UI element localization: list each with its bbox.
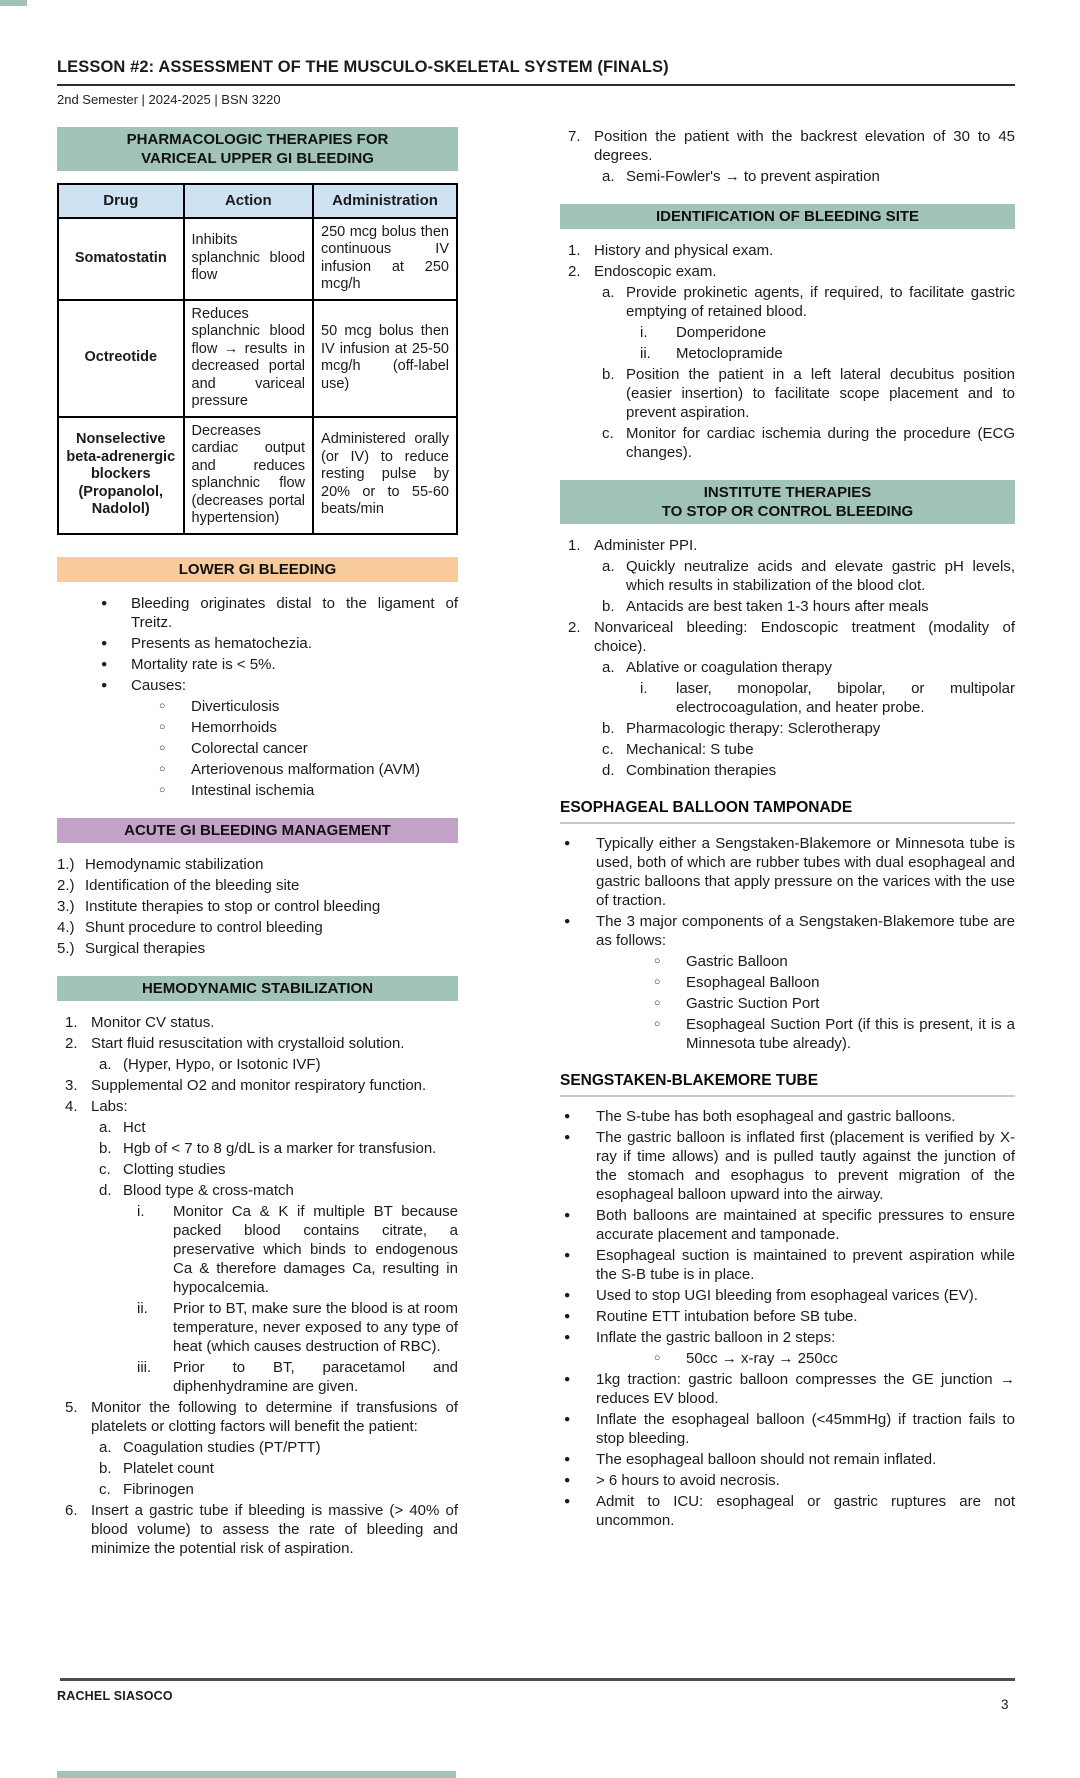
bullet-marker: ●: [564, 1289, 571, 1301]
list-marker: a.: [602, 659, 615, 676]
lower-gi-bleeding-header: [57, 557, 458, 582]
table-cell: Reduces splanchnic blood flow → results in decreased portal and variceal pressure: [184, 300, 314, 417]
list-item: [560, 719, 1015, 738]
bullet-marker: ●: [564, 1249, 571, 1261]
institute-therapies-list: [560, 536, 1015, 780]
table-header-cell: Drug: [58, 184, 184, 218]
bullet-marker: ●: [564, 1310, 571, 1322]
table-cell: Octreotide: [58, 300, 184, 417]
list-item-text: Monitor for cardiac ischemia during the procedure (ECG changes).: [626, 425, 1015, 461]
list-item-text: Esophageal Suction Port (if this is present, it is a Minnesota tube already).: [686, 1016, 1015, 1052]
list-item: [560, 1015, 1015, 1053]
list-item: [560, 1246, 1015, 1284]
list-item: [57, 718, 458, 737]
section-header-line: TO STOP OR CONTROL BLEEDING: [661, 503, 914, 520]
list-item: [560, 1128, 1015, 1204]
esophageal-balloon-tamponade-header: ESOPHAGEAL BALLOON TAMPONADE: [560, 798, 1015, 824]
bullet-marker: ●: [564, 1110, 571, 1122]
list-item: [560, 262, 1015, 281]
list-marker: 7.: [568, 128, 581, 145]
list-item-text: Intestinal ischemia: [191, 781, 315, 799]
table-header-cell: Administration: [313, 184, 457, 218]
list-marker: iii.: [137, 1358, 152, 1376]
list-item-text: Quickly neutralize acids and elevate gastric pH levels, which results in stabilization of the blood clot.: [626, 558, 1015, 594]
list-item: [560, 1286, 1015, 1305]
list-item-text: Combination therapies: [626, 762, 777, 779]
list-item-text: Presents as hematochezia.: [131, 634, 312, 652]
hemodynamic-stabilization-list: [57, 1013, 458, 1558]
table-cell: Nonselective beta-adrenergic blockers (Propanolol, Nadolol): [58, 417, 184, 534]
list-item-text: Insert a gastric tube if bleeding is massive (> 40% of blood volume) to assess the rate of bleeding and minimize the potential risk of aspiration.: [91, 1501, 458, 1557]
section-header-line: IDENTIFICATION OF BLEEDING SITE: [655, 208, 920, 225]
institute-therapies-header: [560, 480, 1015, 524]
list-item: [57, 676, 458, 695]
list-marker: d.: [602, 762, 615, 779]
list-item-text: Both balloons are maintained at specific pressures to ensure accurate placement and tamponade.: [596, 1207, 1015, 1243]
list-item-text: Provide prokinetic agents, if required, to facilitate gastric emptying of retained blood.: [626, 284, 1015, 320]
hemodynamic-stabilization-header: [57, 976, 458, 1001]
list-item-text: Gastric Balloon: [686, 953, 788, 970]
list-item: [560, 536, 1015, 555]
table-row: [58, 417, 457, 534]
list-item-text: Antacids are best taken 1-3 hours after meals: [626, 598, 929, 615]
page-number: 3: [1001, 1697, 1009, 1712]
list-item-text: Platelet count: [123, 1459, 214, 1477]
list-item: [560, 597, 1015, 616]
bullet-marker: ●: [564, 1413, 571, 1425]
list-item-text: Esophageal suction is maintained to prevent aspiration while the S-B tube is in place.: [596, 1247, 1015, 1283]
list-item: [560, 344, 1015, 363]
section-header-line: PHARMACOLOGIC THERAPIES FOR: [126, 131, 389, 148]
circle-marker: ○: [654, 1018, 661, 1030]
list-item-text: Supplemental O2 and monitor respiratory function.: [91, 1076, 427, 1094]
list-item: [57, 1358, 458, 1396]
document-header: [57, 58, 1015, 107]
list-item: [560, 1206, 1015, 1244]
circle-marker: ○: [159, 783, 166, 796]
list-item: [560, 1471, 1015, 1490]
circle-marker: ○: [159, 720, 166, 733]
bullet-marker: ●: [564, 1453, 571, 1465]
list-item: [560, 658, 1015, 677]
list-item: [57, 939, 458, 958]
bullet-marker: ●: [564, 1474, 571, 1486]
list-marker: i.: [640, 324, 648, 341]
table-body: [58, 218, 457, 534]
list-item-text: Administer PPI.: [594, 537, 698, 554]
list-marker: 6.: [65, 1501, 78, 1519]
list-item-text: Pharmacologic therapy: Sclerotherapy: [626, 720, 881, 737]
list-item: [560, 1450, 1015, 1469]
list-item: [57, 760, 458, 779]
list-item-text: Inflate the gastric balloon in 2 steps:: [596, 1329, 836, 1346]
list-marker: b.: [602, 366, 615, 383]
list-item-text: Esophageal Balloon: [686, 974, 820, 991]
bullet-marker: ●: [564, 915, 571, 927]
list-item: [57, 897, 458, 916]
list-item-text: Fibrinogen: [123, 1480, 194, 1498]
list-item: [560, 167, 1015, 186]
list-item: [57, 781, 458, 800]
identification-of-bleeding-site-header: [560, 204, 1015, 229]
list-item: [560, 1349, 1015, 1368]
left-column: [57, 127, 458, 1576]
list-item: [57, 1076, 458, 1095]
list-item-text: Prior to BT, make sure the blood is at room temperature, never exposed to any type of heat (which causes destruction of RBC).: [173, 1299, 458, 1355]
list-marker: 2.: [65, 1034, 78, 1052]
list-item: [57, 1034, 458, 1053]
list-item-text: Semi-Fowler's → to prevent aspiration: [626, 168, 880, 185]
circle-marker: ○: [159, 741, 166, 754]
list-item-text: The 3 major components of a Sengstaken-Blakemore tube are as follows:: [596, 913, 1015, 949]
acute-gi-management-list: [57, 855, 458, 958]
list-item: [57, 1160, 458, 1179]
list-item: [560, 973, 1015, 992]
list-item-text: Bleeding originates distal to the ligament of Treitz.: [131, 594, 458, 631]
list-item-text: Ablative or coagulation therapy: [626, 659, 832, 676]
table-head: [58, 184, 457, 218]
bullet-marker: ●: [564, 1209, 571, 1221]
bullet-marker: ●: [564, 1495, 571, 1507]
list-marker: a.: [602, 558, 615, 575]
list-item: [560, 912, 1015, 950]
list-marker: i.: [137, 1202, 145, 1220]
list-marker: 4.): [57, 918, 75, 936]
list-item: [560, 1370, 1015, 1408]
list-marker: 1.: [568, 537, 581, 554]
list-item: [560, 1307, 1015, 1326]
list-item-text: Blood type & cross-match: [123, 1181, 294, 1199]
section-header-line: HEMODYNAMIC STABILIZATION: [141, 979, 374, 997]
list-item: [560, 618, 1015, 656]
table-cell: Administered orally (or IV) to reduce resting pulse by 20% or to 55-60 beats/min: [313, 417, 457, 534]
list-item: [57, 594, 458, 632]
list-item-text: Position the patient with the backrest elevation of 30 to 45 degrees.: [594, 128, 1015, 164]
list-item-text: > 6 hours to avoid necrosis.: [596, 1472, 780, 1489]
list-item-text: Position the patient in a left lateral decubitus position (easier insertion) to facilitate scope placement and to prevent aspiration.: [626, 366, 1015, 421]
list-item: [57, 1398, 458, 1436]
list-item: [560, 283, 1015, 321]
list-item-text: Mortality rate is < 5%.: [131, 655, 276, 673]
sengstaken-blakemore-tube-header: SENGSTAKEN-BLAKEMORE TUBE: [560, 1071, 1015, 1097]
list-item: [560, 952, 1015, 971]
list-item-text: Hct: [123, 1118, 146, 1136]
list-item-text: Arteriovenous malformation (AVM): [191, 760, 420, 778]
list-item: [57, 1480, 458, 1499]
list-item: [57, 1118, 458, 1137]
list-item: [57, 918, 458, 937]
list-item-text: Gastric Suction Port: [686, 995, 820, 1012]
list-marker: b.: [99, 1459, 112, 1477]
list-item-text: Surgical therapies: [85, 939, 206, 957]
list-item-text: Routine ETT intubation before SB tube.: [596, 1308, 858, 1325]
list-marker: b.: [602, 720, 615, 737]
list-item: [57, 1055, 458, 1074]
footer-author: RACHEL SIASOCO: [57, 1689, 173, 1703]
positioning-list: [560, 127, 1015, 186]
table-cell: 50 mcg bolus then IV infusion at 25-50 mcg/h (off-label use): [313, 300, 457, 417]
circle-marker: ○: [159, 762, 166, 775]
list-item: [560, 740, 1015, 759]
table-cell: Decreases cardiac output and reduces splanchnic flow (decreases portal hypertension): [184, 417, 314, 534]
page-title: LESSON #2: ASSESSMENT OF THE MUSCULO-SKELETAL SYSTEM (FINALS): [57, 58, 1015, 86]
list-item-text: Causes:: [131, 676, 187, 694]
list-item-text: Monitor Ca & K if multiple BT because packed blood contains citrate, a preservative which binds to endogenous Ca & therefore damages Ca, resulting in hypocalcemia.: [173, 1202, 458, 1296]
bullet-marker: ●: [101, 657, 108, 670]
bullet-marker: ●: [101, 596, 108, 609]
list-item: [560, 557, 1015, 595]
list-item-text: Shunt procedure to control bleeding: [85, 918, 323, 936]
list-item-text: (Hyper, Hypo, or Isotonic IVF): [123, 1055, 321, 1073]
list-item-text: Used to stop UGI bleeding from esophageal varices (EV).: [596, 1287, 978, 1304]
circle-marker: ○: [654, 997, 661, 1009]
list-marker: ii.: [137, 1299, 148, 1317]
list-item-text: Inflate the esophageal balloon (<45mmHg) if traction fails to stop bleeding.: [596, 1411, 1015, 1447]
bullet-marker: ●: [101, 636, 108, 649]
list-item: [57, 1202, 458, 1297]
list-marker: a.: [602, 284, 615, 301]
list-item: [57, 634, 458, 653]
table-cell: Somatostatin: [58, 218, 184, 300]
list-marker: b.: [99, 1139, 112, 1157]
circle-marker: ○: [159, 699, 166, 712]
sengstaken-blakemore-tube-list: [560, 1107, 1015, 1530]
list-item-text: Nonvariceal bleeding: Endoscopic treatment (modality of choice).: [594, 619, 1015, 655]
list-marker: d.: [99, 1181, 112, 1199]
list-marker: ii.: [640, 345, 651, 362]
list-marker: 5.): [57, 939, 75, 957]
list-item: [57, 1501, 458, 1558]
list-item-text: Hgb of < 7 to 8 g/dL is a marker for transfusion.: [123, 1139, 437, 1157]
list-marker: a.: [99, 1118, 112, 1136]
list-marker: 2.: [568, 619, 581, 636]
list-item: [560, 1410, 1015, 1448]
list-marker: c.: [602, 425, 614, 442]
table-header-row: [58, 184, 457, 218]
list-item-text: Metoclopramide: [676, 345, 783, 362]
right-column: [560, 127, 1015, 1548]
list-item: [560, 424, 1015, 462]
list-item: [560, 1107, 1015, 1126]
list-marker: a.: [99, 1055, 112, 1073]
bullet-marker: ●: [564, 837, 571, 849]
table-cell: Inhibits splanchnic blood flow: [184, 218, 314, 300]
section-header-line: LOWER GI BLEEDING: [178, 560, 337, 578]
drug-table: [57, 183, 458, 535]
list-marker: 2.: [568, 263, 581, 280]
bullet-marker: ●: [564, 1131, 571, 1143]
list-marker: 3.: [65, 1076, 78, 1094]
footer-divider: [60, 1678, 1015, 1681]
list-item: [57, 1299, 458, 1356]
list-item: [57, 876, 458, 895]
list-item: [57, 1097, 458, 1116]
list-item-text: 1kg traction: gastric balloon compresses the GE junction → reduces EV blood.: [596, 1371, 1015, 1407]
list-item: [57, 1181, 458, 1200]
list-item: [560, 365, 1015, 422]
list-marker: c.: [99, 1160, 111, 1178]
list-item-text: Hemorrhoids: [191, 718, 277, 736]
list-item-text: Admit to ICU: esophageal or gastric ruptures are not uncommon.: [596, 1493, 1015, 1529]
list-marker: 4.: [65, 1097, 78, 1115]
next-section-peek-top: [0, 0, 27, 6]
identification-of-bleeding-site-list: [560, 241, 1015, 462]
list-marker: a.: [99, 1438, 112, 1456]
list-marker: 5.: [65, 1398, 78, 1416]
table-cell: 250 mcg bolus then continuous IV infusion at 250 mcg/h: [313, 218, 457, 300]
list-item-text: Prior to BT, paracetamol and diphenhydramine are given.: [173, 1358, 458, 1395]
list-item-text: The esophageal balloon should not remain inflated.: [596, 1451, 937, 1468]
list-item: [560, 761, 1015, 780]
list-item-text: Institute therapies to stop or control bleeding: [85, 897, 381, 915]
list-item-text: laser, monopolar, bipolar, or multipolar electrocoagulation, and heater probe.: [676, 680, 1015, 716]
list-marker: c.: [99, 1480, 111, 1498]
list-item-text: Monitor the following to determine if transfusions of platelets or clotting factors will benefit the patient:: [91, 1398, 458, 1435]
list-item-text: Clotting studies: [123, 1160, 226, 1178]
table-header-cell: Action: [184, 184, 314, 218]
list-item-text: The gastric balloon is inflated first (placement is verified by X-ray if time allows) and is pulled tautly against the junction of the stomach and esophagus to prevent migration of the esophageal balloon upward into the airway.: [596, 1129, 1015, 1203]
list-item-text: Hemodynamic stabilization: [85, 855, 264, 873]
section-header-line: INSTITUTE THERAPIES: [703, 484, 872, 501]
list-item-text: Domperidone: [676, 324, 767, 341]
list-item: [57, 855, 458, 874]
list-item-text: Identification of the bleeding site: [85, 876, 300, 894]
list-item: [57, 1459, 458, 1478]
list-item-text: Typically either a Sengstaken-Blakemore or Minnesota tube is used, both of which are rubber tubes with dual esophageal and gastric balloons that apply pressure on the varices with the use of traction.: [596, 835, 1015, 909]
list-item-text: Coagulation studies (PT/PTT): [123, 1438, 321, 1456]
list-item-text: Diverticulosis: [191, 697, 280, 715]
acute-gi-bleeding-management-header: [57, 818, 458, 843]
list-item: [57, 655, 458, 674]
list-item-text: 50cc → x-ray → 250cc: [686, 1350, 838, 1367]
esophageal-balloon-tamponade-list: [560, 834, 1015, 1053]
bullet-marker: ●: [564, 1373, 571, 1385]
list-item: [560, 679, 1015, 717]
list-item: [57, 1438, 458, 1457]
list-marker: 1.: [568, 242, 581, 259]
list-marker: i.: [640, 680, 648, 697]
next-section-peek-bottom: [57, 1771, 456, 1778]
list-item: [57, 1013, 458, 1032]
page-subtitle: 2nd Semester | 2024-2025 | BSN 3220: [57, 92, 281, 107]
list-item: [560, 241, 1015, 260]
list-marker: b.: [602, 598, 615, 615]
list-item: [57, 697, 458, 716]
list-marker: 1.: [65, 1013, 78, 1031]
bullet-marker: ●: [564, 1331, 571, 1343]
section-header-line: ACUTE GI BLEEDING MANAGEMENT: [124, 821, 391, 839]
list-item-text: Labs:: [91, 1097, 128, 1115]
circle-marker: ○: [654, 976, 661, 988]
circle-marker: ○: [654, 955, 661, 967]
list-item: [560, 994, 1015, 1013]
list-item: [57, 1139, 458, 1158]
list-item: [560, 1328, 1015, 1347]
list-item: [560, 127, 1015, 165]
list-item-text: The S-tube has both esophageal and gastric balloons.: [596, 1108, 956, 1125]
pharmacologic-therapies-header: [57, 127, 458, 171]
list-item: [560, 1492, 1015, 1530]
list-marker: 3.): [57, 897, 75, 915]
list-item-text: Start fluid resuscitation with crystalloid solution.: [91, 1034, 405, 1052]
table-row: [58, 300, 457, 417]
list-marker: 2.): [57, 876, 75, 894]
list-item: [560, 834, 1015, 910]
list-marker: a.: [602, 168, 615, 185]
circle-marker: ○: [654, 1352, 661, 1364]
list-marker: c.: [602, 741, 614, 758]
bullet-marker: ●: [101, 678, 108, 691]
lower-gi-bleeding-list: [57, 594, 458, 800]
list-item-text: History and physical exam.: [594, 242, 774, 259]
list-item-text: Endoscopic exam.: [594, 263, 717, 280]
list-item: [57, 739, 458, 758]
list-item-text: Monitor CV status.: [91, 1013, 215, 1031]
list-marker: 1.): [57, 855, 75, 873]
list-item-text: Colorectal cancer: [191, 739, 308, 757]
table-row: [58, 218, 457, 300]
section-header-line: VARICEAL UPPER GI BLEEDING: [141, 150, 374, 167]
list-item-text: Mechanical: S tube: [626, 741, 754, 758]
list-item: [560, 323, 1015, 342]
